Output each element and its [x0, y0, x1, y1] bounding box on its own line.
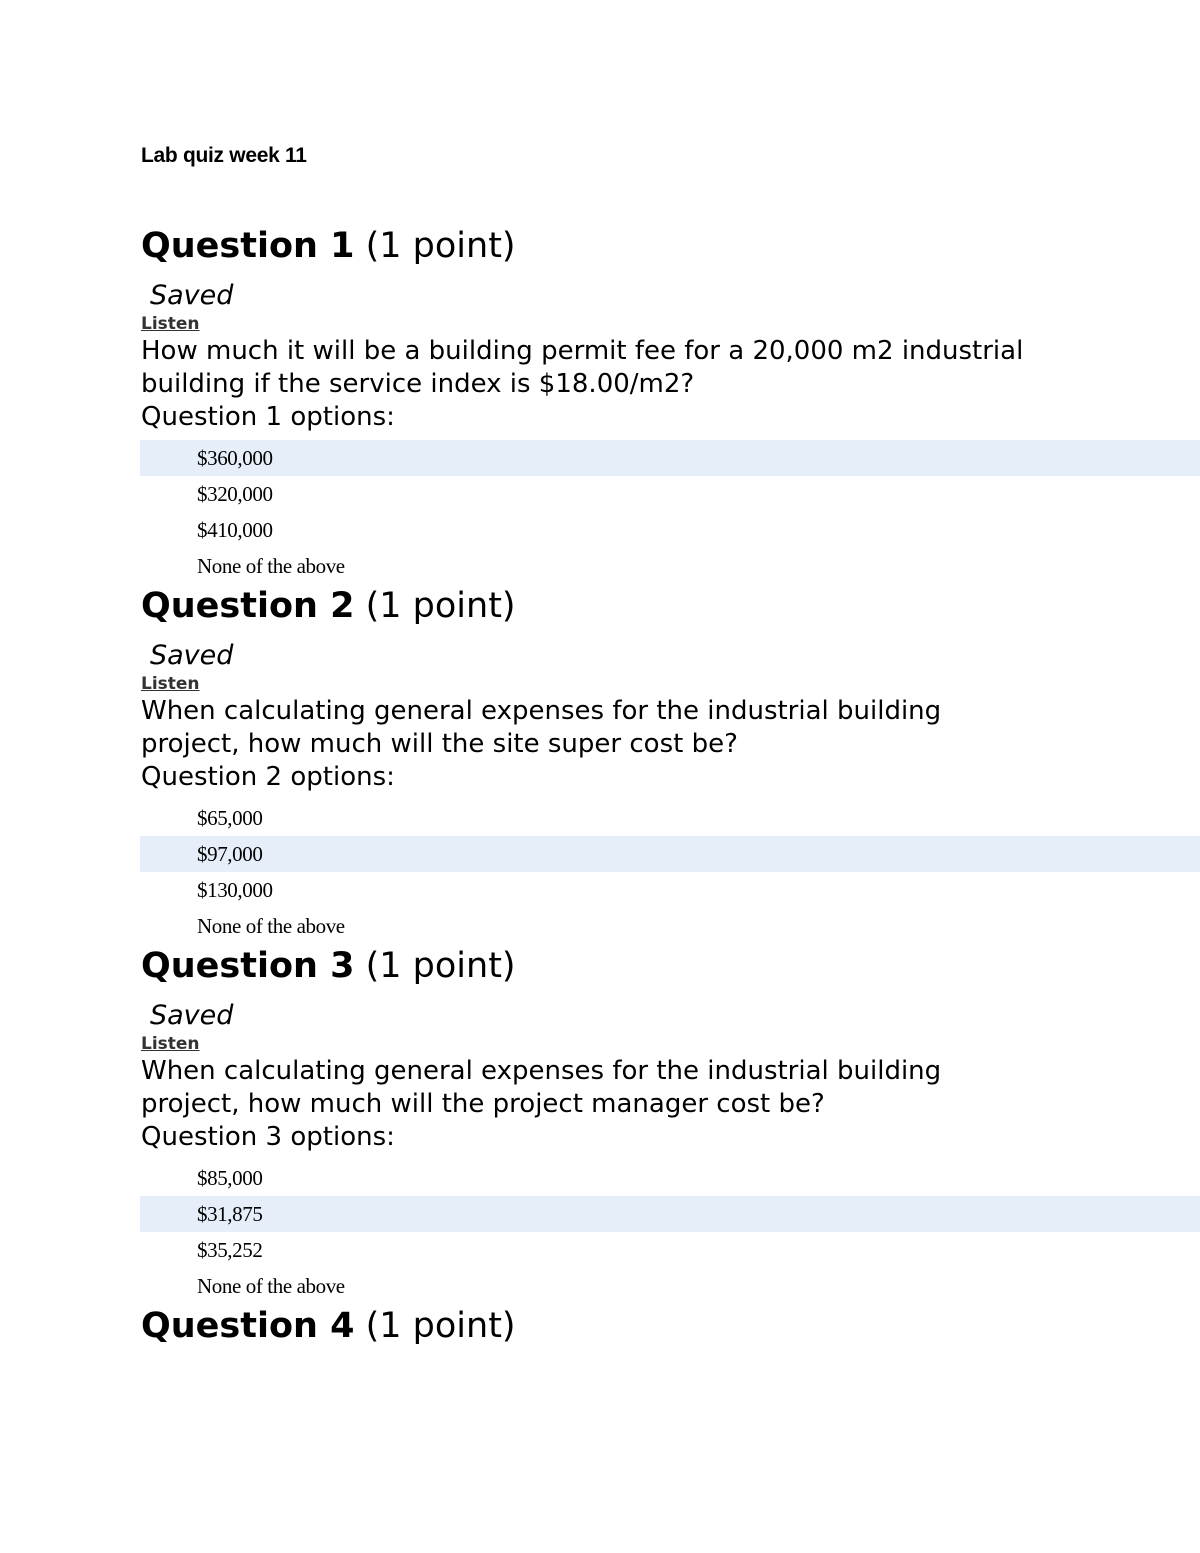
option[interactable]: $97,000 — [140, 836, 1200, 872]
question-text: How much it will be a building permit fee for a 20,000 m2 industrial building if the service index is $18.00/m2? — [141, 336, 1024, 399]
option[interactable]: None of the above — [197, 914, 345, 938]
question-label: Question 1 — [141, 226, 355, 266]
listen-link[interactable]: Listen — [141, 674, 200, 694]
options-label: Question 1 options: — [141, 402, 395, 432]
question-1 — [141, 224, 1200, 584]
question-2 — [141, 584, 1200, 944]
option[interactable]: $85,000 — [197, 1166, 263, 1190]
saved-status: Saved — [150, 1000, 234, 1031]
question-points: (1 point) — [365, 946, 516, 986]
question-points: (1 point) — [365, 586, 516, 626]
option[interactable]: $360,000 — [140, 440, 1200, 476]
question-label: Question 3 — [141, 946, 355, 986]
options-list — [140, 1160, 1200, 1304]
question-label: Question 4 — [141, 1306, 355, 1346]
question-points: (1 point) — [365, 1306, 516, 1346]
option[interactable]: $320,000 — [197, 482, 273, 506]
question-4 — [141, 1304, 1200, 1348]
option[interactable]: $65,000 — [197, 806, 263, 830]
question-label: Question 2 — [141, 586, 355, 626]
option[interactable]: None of the above — [197, 1274, 345, 1298]
saved-status: Saved — [150, 640, 234, 671]
options-label: Question 3 options: — [141, 1122, 395, 1152]
question-points: (1 point) — [365, 226, 516, 266]
options-label: Question 2 options: — [141, 762, 395, 792]
options-list — [140, 440, 1200, 584]
question-heading — [141, 584, 1200, 628]
option[interactable]: $31,875 — [140, 1196, 1200, 1232]
question-text: When calculating general expenses for the industrial building project, how much will the project manager cost be? — [141, 1056, 942, 1119]
question-heading — [141, 944, 1200, 988]
option[interactable]: $410,000 — [197, 518, 273, 542]
question-text: When calculating general expenses for the industrial building project, how much will the site super cost be? — [141, 696, 942, 759]
options-list — [140, 800, 1200, 944]
question-heading — [141, 1304, 1200, 1348]
option[interactable]: None of the above — [197, 554, 345, 578]
listen-link[interactable]: Listen — [141, 1034, 200, 1054]
option[interactable]: $130,000 — [197, 878, 273, 902]
document-title: Lab quiz week 11 — [141, 144, 307, 167]
listen-link[interactable]: Listen — [141, 314, 200, 334]
saved-status: Saved — [150, 280, 234, 311]
question-heading — [141, 224, 1200, 268]
quiz-document — [141, 140, 1200, 1348]
question-3 — [141, 944, 1200, 1304]
option[interactable]: $35,252 — [197, 1238, 263, 1262]
